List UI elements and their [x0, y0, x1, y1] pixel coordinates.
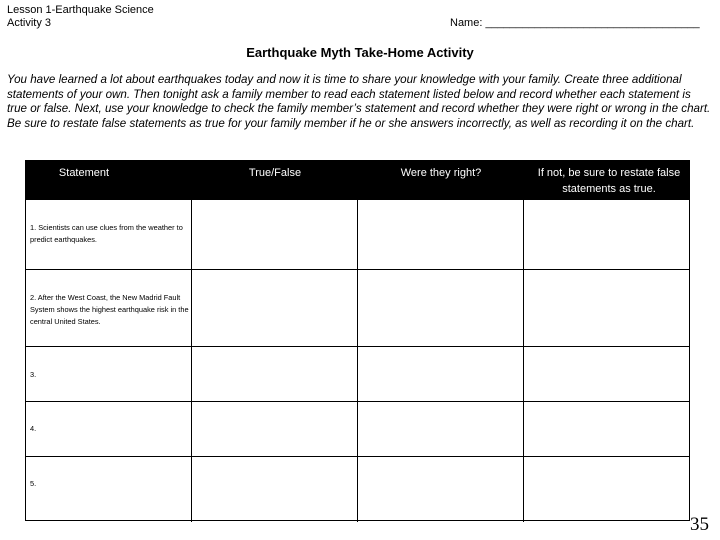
table-header-row	[26, 161, 689, 200]
lesson-label: Lesson 1-Earthquake Science	[7, 4, 154, 16]
page-number: 35	[690, 514, 709, 535]
header-true-false: True/False	[248, 167, 302, 179]
instructions: You have learned a lot about earthquakes today and now it is time to share your knowledge with your family. Create three additional statements of your own. Then tonight ask a family member to read each statement listed below and record whether each statement is true or false. Next, use your knowledge to check the family member’s statement and record whether they were right or wrong in the chart. Be sure to restate false statements as true for your family member if he or she answers incorrectly, as well as recording it on the chart.	[7, 73, 711, 130]
table-row: 3.	[30, 370, 37, 379]
row-divider	[26, 401, 689, 402]
page-title: Earthquake Myth Take-Home Activity	[246, 45, 474, 60]
header-restate: If not, be sure to restate false statements as true.	[537, 167, 681, 195]
table-row: 2. After the West Coast, the New Madrid Fault System shows the highest earthquake risk in the central United States.	[30, 293, 189, 326]
header-statement: Statement	[58, 167, 110, 179]
row-divider	[26, 269, 689, 270]
column-divider	[357, 200, 358, 522]
table-row: 1. Scientists can use clues from the weather to predict earthquakes.	[30, 223, 183, 244]
statement-table	[25, 160, 690, 521]
table-row: 4.	[30, 424, 37, 433]
table-row: 5.	[30, 479, 37, 488]
name-field: Name: ___________________________________	[450, 17, 700, 29]
column-divider	[191, 200, 192, 522]
column-divider	[523, 200, 524, 522]
row-divider	[26, 346, 689, 347]
activity-label: Activity 3	[7, 17, 52, 29]
header-were-they-right: Were they right?	[400, 167, 482, 179]
row-divider	[26, 456, 689, 457]
lesson-header	[7, 4, 154, 30]
